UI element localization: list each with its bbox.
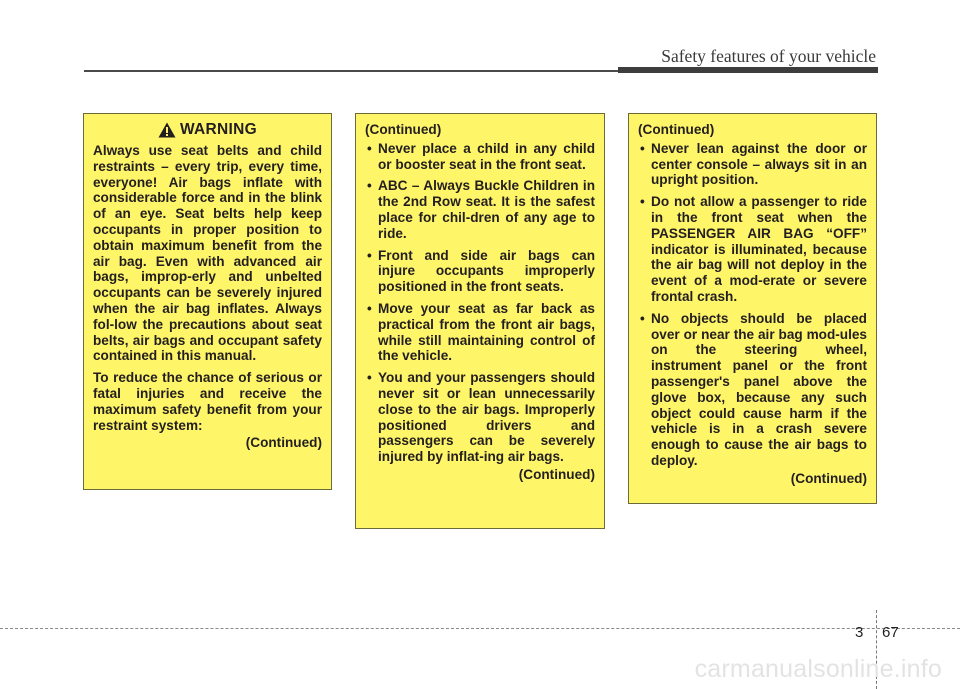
warning-paragraph-2: To reduce the chance of serious or fatal injuries and receive the maximum safety benefit from your restraint system: bbox=[93, 370, 322, 433]
continued-label: (Continued) bbox=[790, 470, 867, 486]
list-item: • Never place a child in any child or booster seat in the front seat. bbox=[365, 141, 595, 173]
list-item: • Front and side air bags can injure occupants improperly positioned in the front seats. bbox=[365, 248, 595, 295]
continued-lead: (Continued) bbox=[638, 122, 715, 137]
warning-paragraph-1: Always use seat belts and child restraints – every trip, every time, everyone! Air bags inflate with considerable force and in the blink of an eye. Seat belts help keep occupants in proper position to obtain maximum benefit from the air bag. Even with advanced air bags, improp-erly and unbelted occupants can be severely injured when the air bag inflates. Always fol-low the precautions about seat belts, air bags and occupant safety contained in this manual. bbox=[93, 143, 322, 364]
list-item: • ABC – Always Buckle Children in the 2nd Row seat. It is the safest place for chil-dren of any age to ride. bbox=[365, 178, 595, 241]
list-item: • No objects should be placed over or near the air bag mod-ules on the steering wheel, instrument panel or the front passenger's panel above the glove box, because any such object could cause harm if the vehicle is in a crash severe enough to cause the air bags to deploy. bbox=[638, 311, 867, 469]
warning-triangle-icon bbox=[158, 122, 176, 138]
list-item: • Never lean against the door or center console – always sit in an upright position. bbox=[638, 141, 867, 188]
continued-label: (Continued) bbox=[245, 435, 322, 451]
chapter-number: 3 bbox=[855, 624, 864, 641]
page-number: 67 bbox=[882, 624, 899, 641]
precaution-list bbox=[638, 141, 867, 469]
list-item: • Do not allow a passenger to ride in the front seat when the PASSENGER AIR BAG “OFF” indicator is illuminated, because the air bag will not deploy in the event of a mod-erate or severe frontal crash. bbox=[638, 194, 867, 305]
section-title: Safety features of your vehicle bbox=[661, 46, 876, 66]
list-item: • Move your seat as far back as practical from the front air bags, while still maintaining control of the vehicle. bbox=[365, 301, 595, 364]
precaution-list bbox=[365, 141, 595, 465]
header-rule bbox=[84, 70, 618, 72]
continued-label: (Continued) bbox=[518, 466, 595, 482]
continued-box-2 bbox=[355, 113, 605, 529]
warning-header bbox=[93, 122, 322, 138]
footer-rule bbox=[0, 628, 960, 629]
header-rule-thick bbox=[618, 67, 878, 73]
warning-title: WARNING bbox=[179, 121, 257, 139]
continued-box-3 bbox=[628, 113, 877, 504]
warning-box bbox=[83, 113, 332, 490]
watermark: carmanualsonline.info bbox=[694, 655, 942, 683]
continued-lead: (Continued) bbox=[365, 122, 442, 137]
list-item: • You and your passengers should never sit or lean unnecessarily close to the air bags. Improperly positioned drivers and passengers can be severely injured by inflat-ing air bags. bbox=[365, 370, 595, 465]
